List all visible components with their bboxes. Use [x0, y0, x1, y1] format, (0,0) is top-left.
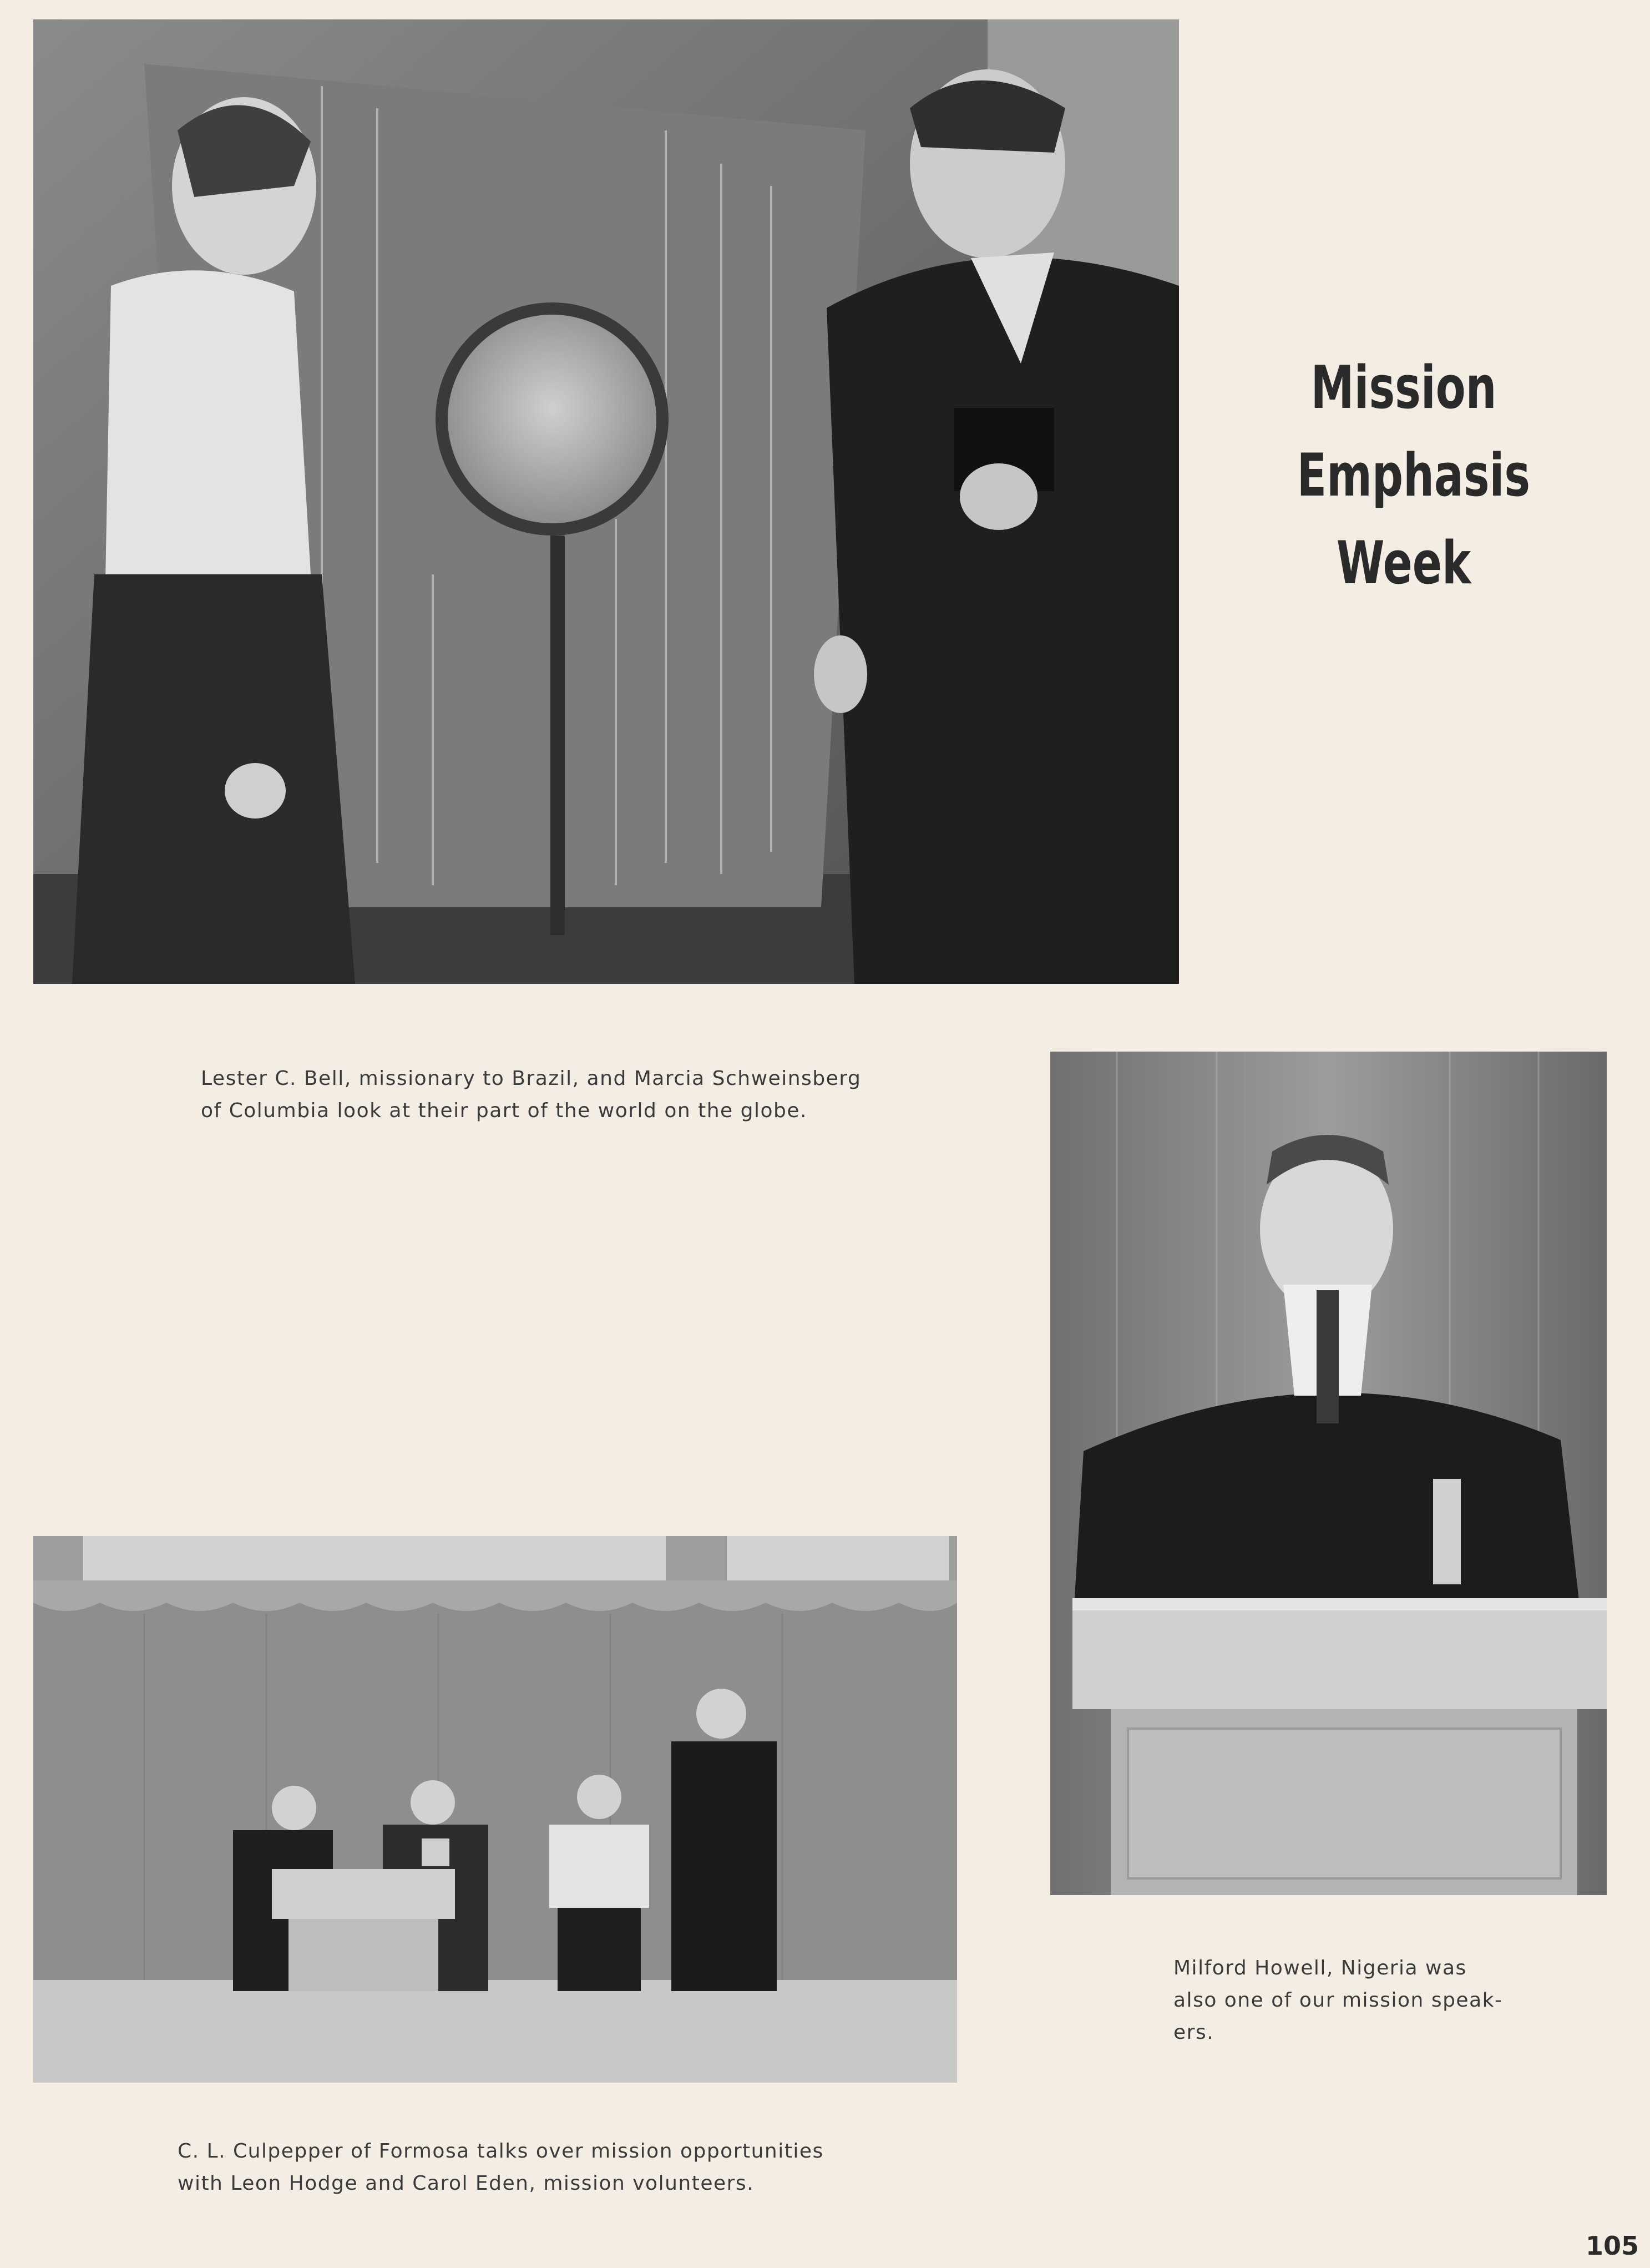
photo-milford-howell	[1050, 1052, 1607, 1895]
photo-image	[1050, 1052, 1607, 1895]
page-title	[1297, 344, 1531, 607]
photo-image	[33, 1536, 957, 2083]
caption-bell-schweinsberg: Lester C. Bell, missionary to Brazil, and Marcia Schweinsberg of Columbia look at their part of the world on the globe.	[201, 1067, 862, 1122]
photo-culpepper-stage	[33, 1536, 957, 2083]
title-line-2: Emphasis	[1297, 441, 1531, 509]
photo-bell-schweinsberg-globe	[33, 19, 1179, 984]
caption-culpepper: C. L. Culpepper of Formosa talks over mission opportunities with Leon Hodge and Carol Eden, mission volunteers.	[178, 2140, 824, 2195]
caption-milford-howell: Milford Howell, Nigeria was also one of our mission speak- ers.	[1173, 1957, 1503, 2044]
page-number: 105	[1586, 2231, 1639, 2261]
photo-image	[33, 19, 1179, 984]
title-line-3: Week	[1336, 529, 1471, 597]
title-line-1: Mission	[1310, 353, 1497, 422]
